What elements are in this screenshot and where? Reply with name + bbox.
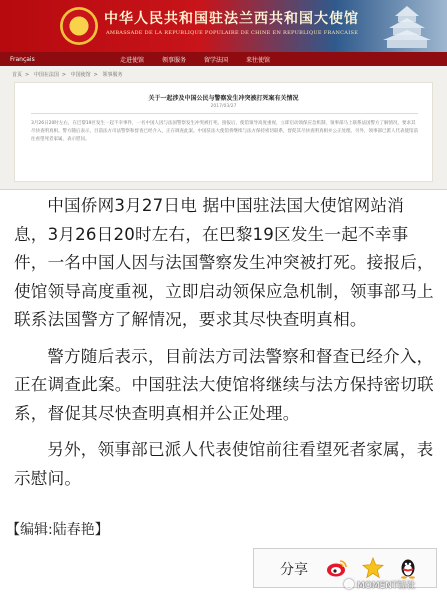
embassy-article-excerpt: 3月26日20时左右，在巴黎19区发生一起不幸事件，一名中国人因与法国警察发生冲突被打死。接报后，使馆领导高度重视，立即启动领保应急机制，领事部马上联系法国警方了解情况，要求其尽快查明真相。警方随后表示，目前法方司法警察和督查已经介入，正在调查此案。中国驻法大使馆将继续与法方保持密切联系，督促其尽快查明真相并公正处理。另外，领事部已派人代表使馆前往看望死者家属，表示慰问。 — [31, 121, 418, 142]
nav-item-visit[interactable]: 来往使馆 — [246, 56, 271, 64]
weibo-icon[interactable] — [326, 558, 348, 578]
wechat-channel-icon — [344, 579, 354, 589]
watermark — [344, 578, 416, 591]
article-paragraph: 另外，领事部已派人代表使馆前往看望死者家属，表示慰问。 — [14, 440, 434, 488]
article-paragraph: 中国侨网3月27日电 据中国驻法国大使馆网站消息，3月26日20时左右，在巴黎19区发生一起不幸事件，一名中国人因与法国警察发生冲突被打死。接报后，使馆领导高度重视，立即启动领保应急机制，领事部马上联系法国警方了解情况，要求其尽快查明真相。 — [14, 196, 434, 329]
qq-penguin-icon[interactable] — [398, 557, 418, 579]
embassy-subtitle: AMBASSADE DE LA REPUBLIQUE POPULAIRE DE CHINE EN REPUBLIQUE FRANCAISE — [106, 30, 359, 36]
article-body — [14, 192, 436, 501]
nav-item-study[interactable]: 留学法国 — [204, 56, 229, 64]
breadcrumb-item[interactable]: 首页 — [12, 72, 23, 78]
favorite-star-icon[interactable] — [362, 557, 384, 579]
temple-of-heaven-icon — [377, 4, 437, 50]
national-emblem-icon — [60, 7, 98, 45]
nav-item-consular[interactable]: 领事服务 — [162, 56, 187, 64]
breadcrumb: 首页 > 中国在法国 > 中国使馆 > 领事服务 — [12, 72, 123, 78]
article-paragraph: 警方随后表示，目前法方司法警察和督查已经介入，正在调查此案。中国驻法大使馆将继续与法方保持密切联系，督促其尽快查明真相并公正处理。 — [14, 346, 434, 423]
embassy-article-box — [14, 82, 433, 182]
embassy-banner — [0, 0, 447, 52]
embassy-article-title: 关于一起涉及中国公民与警察发生冲突被打死案有关情况 — [148, 95, 299, 102]
editor-credit: 【编辑:陆春艳】 — [6, 522, 109, 538]
nav-item-embassy[interactable]: 走进使馆 — [120, 56, 145, 64]
breadcrumb-item[interactable]: 中国使馆 — [70, 72, 91, 78]
embassy-navbar — [0, 52, 447, 66]
breadcrumb-item[interactable]: 中国在法国 — [33, 72, 59, 78]
language-link[interactable]: Français — [10, 55, 35, 63]
breadcrumb-item[interactable]: 领事服务 — [102, 72, 123, 78]
watermark-text: MOMENT轻社 — [357, 581, 416, 591]
divider — [31, 113, 418, 114]
embassy-article-date: 2017/03/27 — [210, 104, 237, 109]
embassy-page-screenshot — [0, 0, 447, 190]
embassy-title: 中华人民共和国驻法兰西共和国大使馆 — [104, 11, 359, 27]
share-label: 分享 — [280, 562, 308, 578]
